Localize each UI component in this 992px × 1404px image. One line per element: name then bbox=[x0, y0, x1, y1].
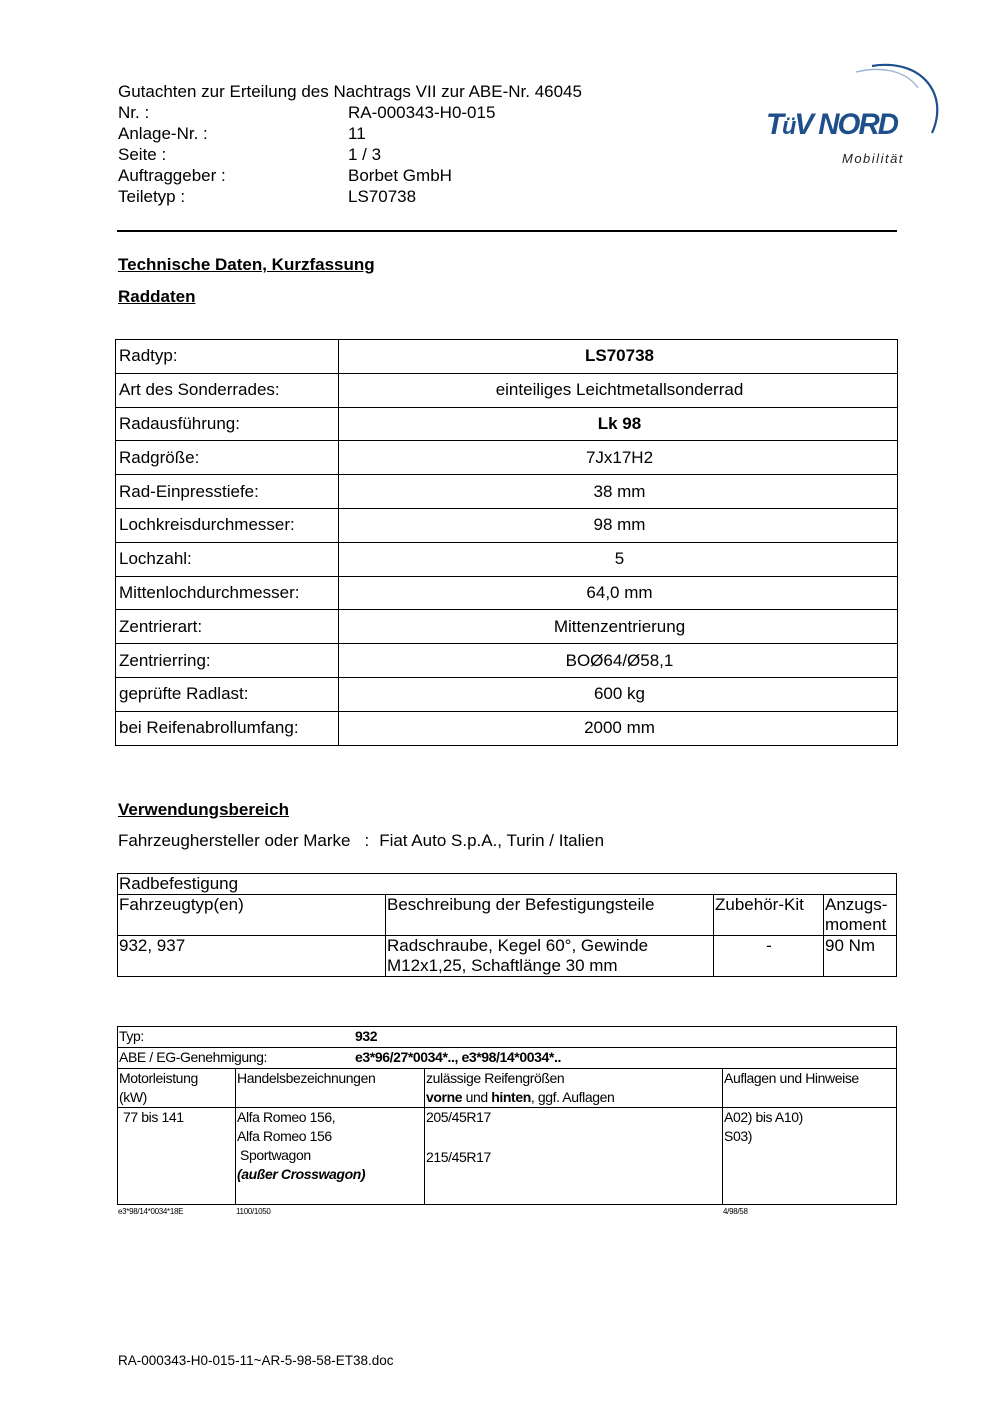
raddaten-label: bei Reifenabrollumfang: bbox=[116, 711, 339, 745]
header-handelsbezeichnungen: Handelsbezeichnungen bbox=[236, 1069, 425, 1108]
header-zubehoer-kit: Zubehör-Kit bbox=[714, 895, 824, 936]
cell-reifen-line: 205/45R17 bbox=[426, 1109, 491, 1125]
raddaten-value: BOØ64/Ø58,1 bbox=[339, 644, 898, 678]
header-value: LS70738 bbox=[348, 187, 417, 206]
raddaten-value: 38 mm bbox=[339, 475, 898, 509]
raddaten-table bbox=[115, 339, 898, 746]
header-label: Nr. : bbox=[118, 103, 150, 122]
header-label: Anlage-Nr. : bbox=[118, 124, 208, 143]
cell-handel-line: (außer Crosswagon) bbox=[237, 1166, 366, 1182]
header-field-teiletyp bbox=[118, 186, 758, 207]
table-row bbox=[118, 895, 897, 936]
cell-handel-line: Sportwagon bbox=[240, 1147, 311, 1163]
raddaten-label: Zentrierart: bbox=[116, 610, 339, 644]
hersteller-value: Fiat Auto S.p.A., Turin / Italien bbox=[379, 831, 605, 850]
table-row bbox=[116, 475, 898, 509]
raddaten-value: 98 mm bbox=[339, 508, 898, 542]
raddaten-label: Radgröße: bbox=[116, 441, 339, 475]
header-field-nr bbox=[118, 102, 758, 123]
typ-table bbox=[117, 1026, 897, 1205]
cell-beschreibung-line: Radschraube, Kegel 60°, Gewinde bbox=[387, 936, 649, 955]
tuv-nord-logo bbox=[760, 58, 945, 173]
cell-moment: 90 Nm bbox=[824, 936, 897, 977]
cell-fahrzeugtyp: 932, 937 bbox=[118, 936, 386, 977]
header-value: 1 / 3 bbox=[348, 145, 382, 164]
table-row bbox=[116, 407, 898, 441]
raddaten-value: LS70738 bbox=[339, 340, 898, 374]
typ-footnote-2: 1100/1050 bbox=[236, 1207, 271, 1216]
table-row bbox=[116, 542, 898, 576]
cell-reifen-line: 215/45R17 bbox=[426, 1149, 491, 1165]
cell-beschreibung bbox=[386, 936, 714, 977]
abe-row bbox=[118, 1048, 897, 1069]
table-row bbox=[116, 340, 898, 374]
header-anzugsmoment bbox=[824, 895, 897, 936]
typ-label: Typ: bbox=[119, 1028, 144, 1044]
table-row bbox=[116, 508, 898, 542]
cell-handel-line: Alfa Romeo 156, bbox=[237, 1109, 336, 1125]
raddaten-label: Mittenlochdurchmesser: bbox=[116, 576, 339, 610]
raddaten-value: einteiliges Leichtmetallsonderrad bbox=[339, 373, 898, 407]
header-auflagen: Auflagen und Hinweise bbox=[723, 1069, 897, 1108]
table-row bbox=[118, 936, 897, 977]
header-fahrzeugtyp: Fahrzeugtyp(en) bbox=[118, 895, 386, 936]
raddaten-label: Zentrierring: bbox=[116, 644, 339, 678]
header-value: RA-000343-H0-015 bbox=[348, 103, 496, 122]
cell-handel bbox=[236, 1108, 425, 1205]
section-title-verwendungsbereich: Verwendungsbereich bbox=[118, 800, 289, 819]
document-filename: RA-000343-H0-015-11~AR-5-98-58-ET38.doc bbox=[118, 1353, 394, 1368]
header-value: Borbet GmbH bbox=[348, 166, 452, 185]
raddaten-label: Art des Sonderrades: bbox=[116, 373, 339, 407]
hersteller-separator: : bbox=[364, 831, 370, 850]
header-anzugs: Anzugs- bbox=[825, 895, 888, 914]
header-reifen-vorne: vorne bbox=[426, 1089, 463, 1105]
table-row bbox=[116, 610, 898, 644]
table-row bbox=[116, 677, 898, 711]
header-field-auftraggeber bbox=[118, 165, 758, 186]
header-label: Auftraggeber : bbox=[118, 166, 226, 185]
header-reifen-line: zulässige Reifengrößen bbox=[426, 1070, 565, 1086]
header-reifen-und: und bbox=[462, 1089, 492, 1105]
raddaten-label: Radtyp: bbox=[116, 340, 339, 374]
header-divider bbox=[117, 230, 897, 232]
section-title-raddaten: Raddaten bbox=[118, 287, 196, 306]
cell-auflagen-line: S03) bbox=[724, 1128, 752, 1144]
raddaten-label: Lochzahl: bbox=[116, 542, 339, 576]
table-row bbox=[116, 441, 898, 475]
raddaten-value: 7Jx17H2 bbox=[339, 441, 898, 475]
table-row bbox=[116, 373, 898, 407]
typ-footnote-1: e3*98/14*0034*18E bbox=[118, 1207, 184, 1216]
header-reifen-line bbox=[426, 1088, 722, 1107]
header-field-seite bbox=[118, 144, 758, 165]
radbefestigung-table bbox=[117, 873, 897, 977]
cell-auflagen-line: A02) bis A10) bbox=[724, 1109, 803, 1125]
raddaten-label: Lochkreisdurchmesser: bbox=[116, 508, 339, 542]
raddaten-value: 600 kg bbox=[339, 677, 898, 711]
table-row bbox=[116, 711, 898, 745]
header-reifengroessen bbox=[425, 1069, 723, 1108]
raddaten-label: Radausführung: bbox=[116, 407, 339, 441]
raddaten-value: Lk 98 bbox=[339, 407, 898, 441]
raddaten-value: 2000 mm bbox=[339, 711, 898, 745]
header-label: Teiletyp : bbox=[118, 187, 186, 206]
cell-motor: 77 bis 141 bbox=[118, 1108, 236, 1205]
typ-row bbox=[118, 1027, 897, 1048]
raddaten-label: geprüfte Radlast: bbox=[116, 677, 339, 711]
section-title-technische-daten: Technische Daten, Kurzfassung bbox=[118, 255, 375, 274]
typ-value: 932 bbox=[355, 1028, 378, 1044]
table-row bbox=[118, 1048, 897, 1069]
hersteller-label: Fahrzeughersteller oder Marke bbox=[118, 831, 351, 850]
abe-value: e3*96/27*0034*.., e3*98/14*0034*.. bbox=[355, 1049, 561, 1065]
header-motor-line: Motorleistung bbox=[119, 1070, 198, 1086]
hersteller-line bbox=[118, 831, 604, 851]
header-field-anlage bbox=[118, 123, 758, 144]
header-reifen-hinten: hinten bbox=[491, 1089, 531, 1105]
typ-footnote-3: 4/98/58 bbox=[723, 1207, 748, 1216]
cell-kit: - bbox=[714, 936, 824, 977]
table-row bbox=[116, 576, 898, 610]
cell-beschreibung-line: M12x1,25, Schaftlänge 30 mm bbox=[387, 956, 618, 975]
logo-subtitle: Mobilität bbox=[842, 151, 904, 166]
table-row bbox=[118, 874, 897, 895]
raddaten-value: 64,0 mm bbox=[339, 576, 898, 610]
radbefestigung-title: Radbefestigung bbox=[118, 874, 897, 895]
raddaten-value: 5 bbox=[339, 542, 898, 576]
header-moment: moment bbox=[825, 915, 887, 934]
document-header bbox=[118, 81, 758, 207]
table-row bbox=[118, 1027, 897, 1048]
cell-handel-line: Alfa Romeo 156 bbox=[237, 1128, 332, 1144]
cell-auflagen bbox=[723, 1108, 897, 1205]
raddaten-label: Rad-Einpresstiefe: bbox=[116, 475, 339, 509]
table-row bbox=[116, 644, 898, 678]
table-row bbox=[118, 1108, 897, 1205]
table-row bbox=[118, 1069, 897, 1108]
abe-label: ABE / EG-Genehmigung: bbox=[119, 1049, 268, 1065]
header-motor-line: (kW) bbox=[119, 1089, 147, 1105]
cell-reifen bbox=[425, 1108, 723, 1205]
header-beschreibung: Beschreibung der Befestigungsteile bbox=[386, 895, 714, 936]
header-reifen-rest: , ggf. Auflagen bbox=[530, 1089, 615, 1105]
document-title: Gutachten zur Erteilung des Nachtrags VII zur ABE-Nr. 46045 bbox=[118, 82, 582, 101]
header-label: Seite : bbox=[118, 145, 167, 164]
logo-text: TüV NORD bbox=[766, 108, 898, 141]
header-value: 11 bbox=[348, 124, 366, 143]
raddaten-value: Mittenzentrierung bbox=[339, 610, 898, 644]
header-motorleistung bbox=[118, 1069, 236, 1108]
